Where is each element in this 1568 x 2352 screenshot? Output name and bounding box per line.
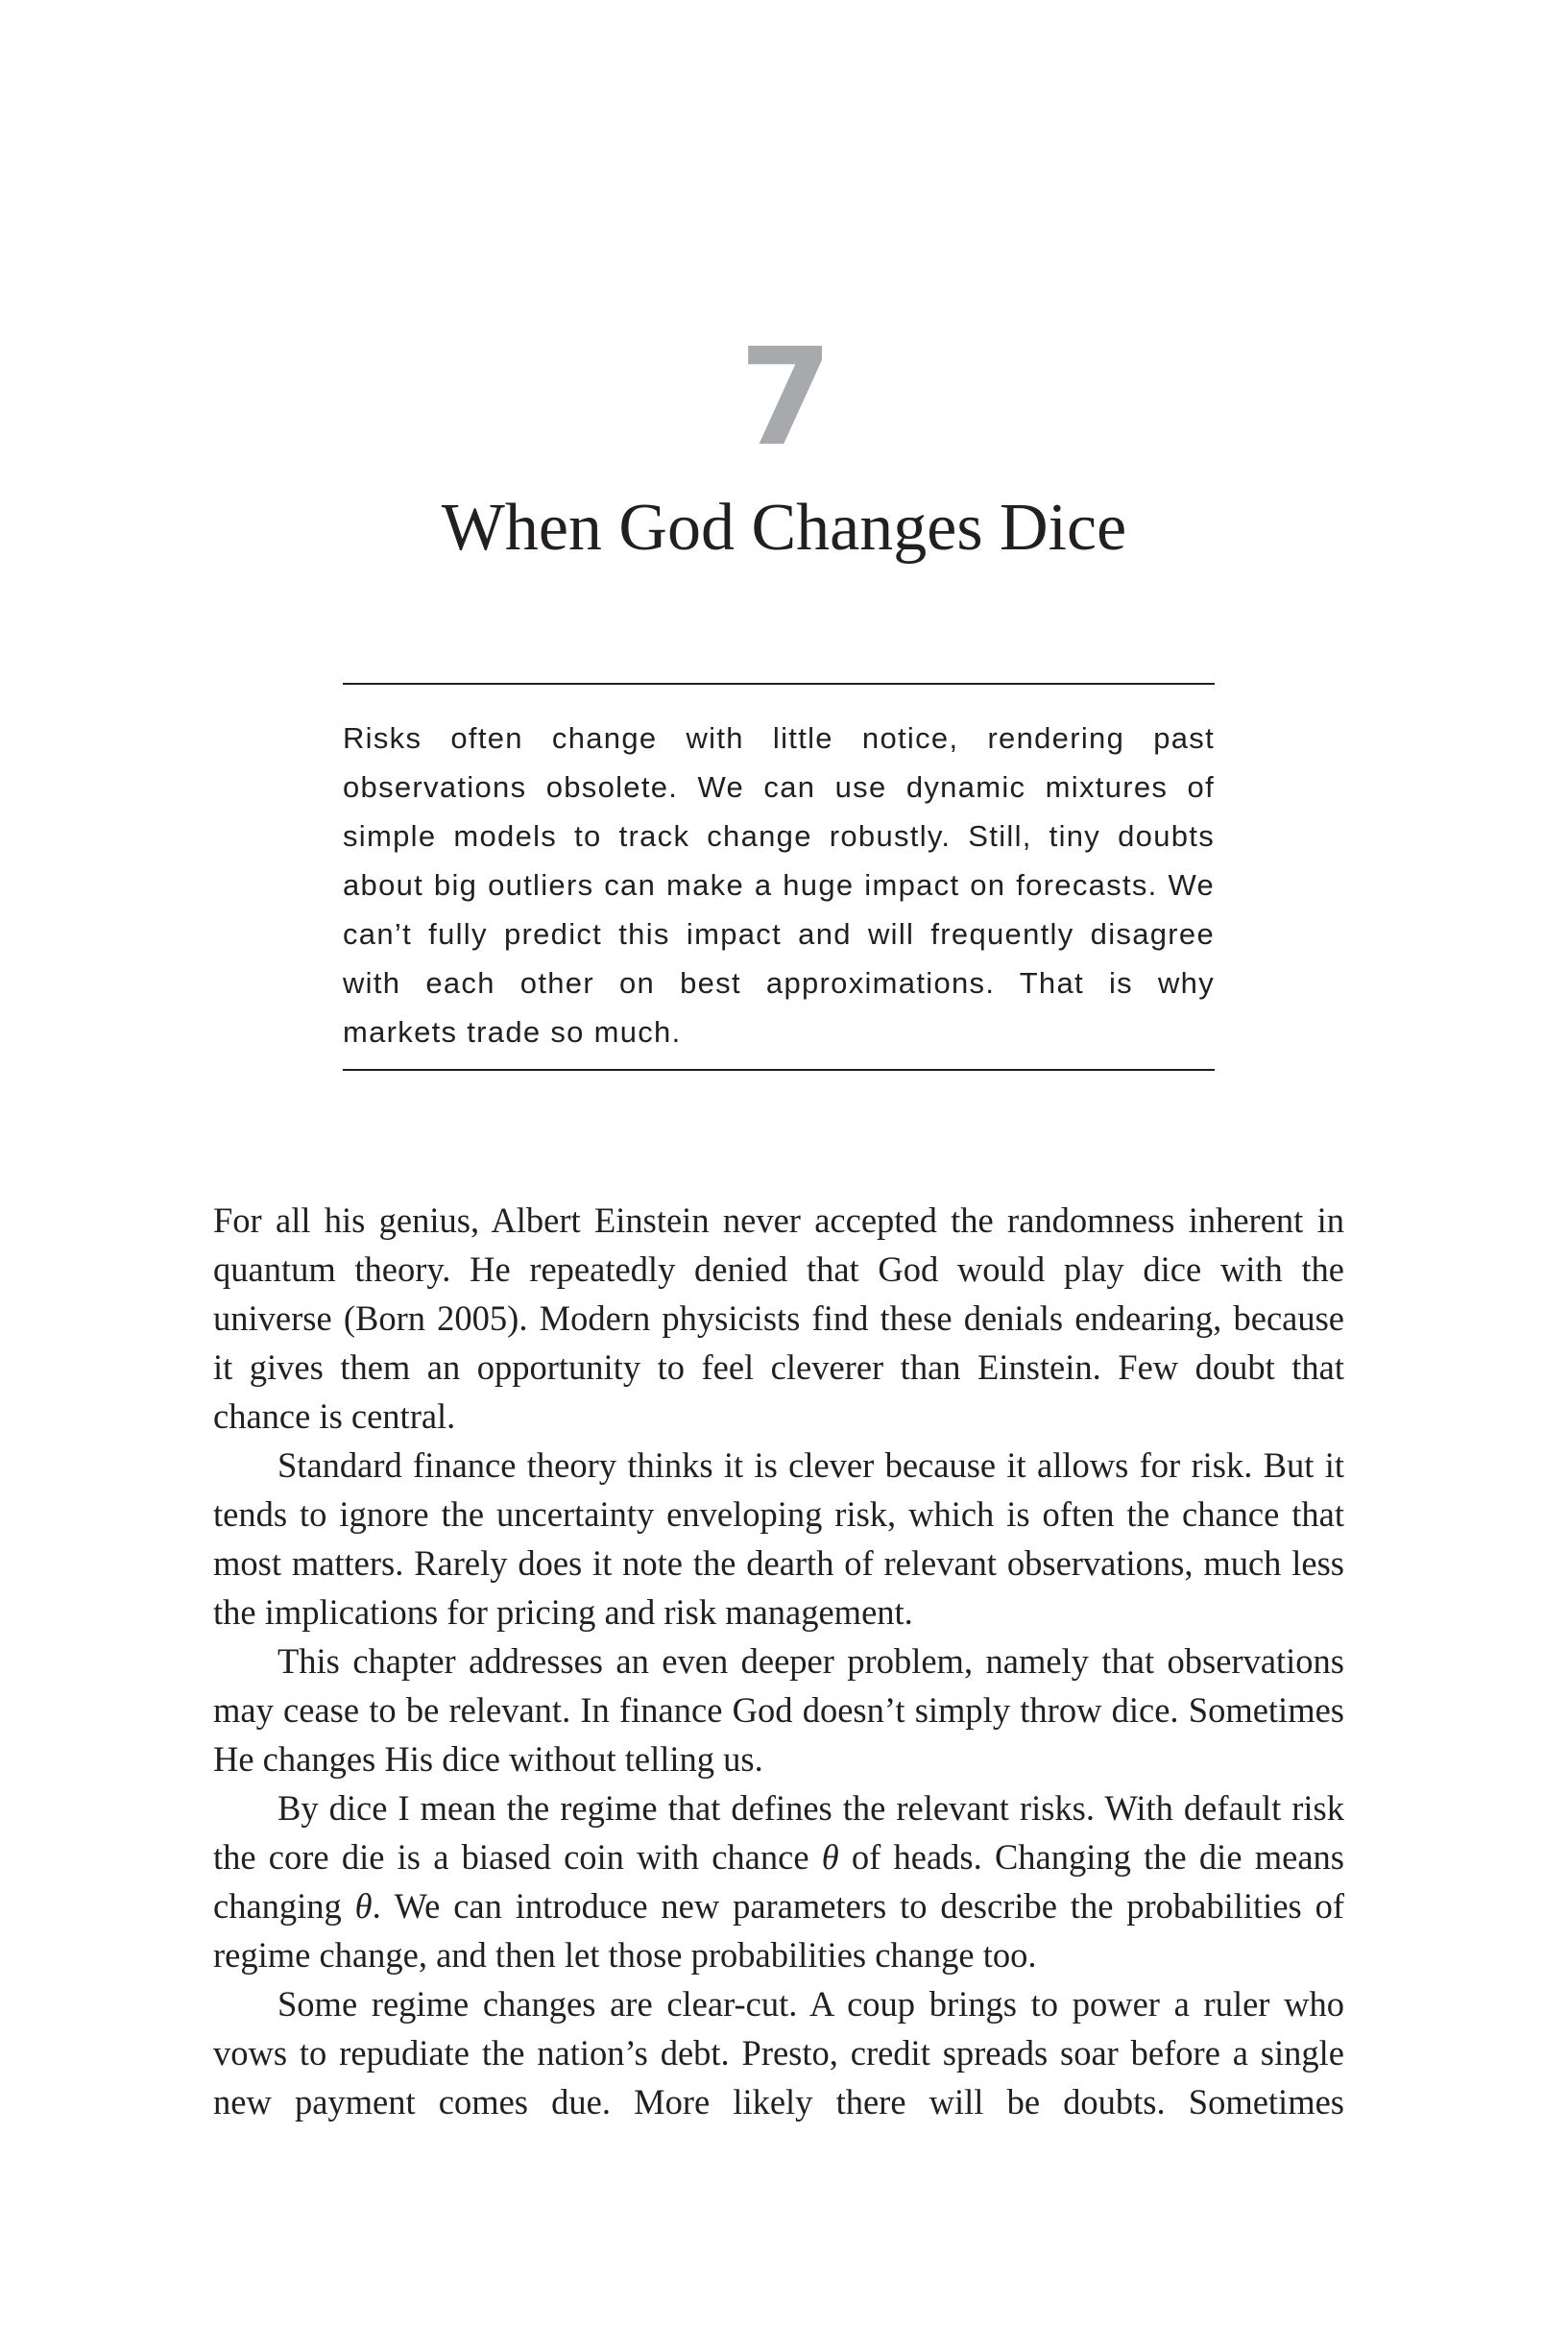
paragraph-1: For all his genius, Albert Einstein never accepted the randomness inherent in quantum theory. He repeatedly denied that God would play dice with the universe (Born 2005). Modern physicists find these denials endearing, because it gives them an opportunity to feel cleverer than Einstein. Few doubt that chance is central. [213,1200,1344,1436]
paragraph-3: This chapter addresses an even deeper problem, namely that observations may cease to be relevant. In finance God doesn’t simply throw dice. Sometimes He changes His dice without telling us. [213,1641,1344,1779]
paragraph-4-part-b: of heads. Changing the die means changing [213,1837,1344,1926]
paragraph-2: Standard finance theory thinks it is clever because it allows for risk. But it tends to ignore the uncertainty enveloping risk, which is often the chance that most matters. Rarely does it note the dearth of relevant observations, much less the implications for pricing and risk management. [213,1445,1344,1632]
paragraph-4-part-a: By dice I mean the regime that defines the relevant risks. With default risk the core die is a biased coin with chance [213,1788,1344,1877]
paragraph-4-part-c: . We can introduce new parameters to describe the probabilities of regime change, and then let those probabilities change too. [213,1886,1345,1975]
body-text [213,1196,1344,2126]
paragraph-4 [213,1783,1344,1979]
chapter-title: When God Changes Dice [441,491,1127,565]
theta-symbol: θ [354,1886,373,1926]
paragraph-5: Some regime changes are clear-cut. A coup brings to power a ruler who vows to repudiate the nation’s debt. Presto, credit spreads soar before a single new payment comes due. More likely there will be doubts. Sometimes [213,1984,1344,2122]
chapter-number: 7 [738,320,830,476]
chapter-abstract [343,683,1215,1071]
abstract-text: Risks often change with little notice, rendering past observations obsolete. We can use dynamic mixtures of simple models to track change robustly. Still, tiny doubts about big outliers can make a huge impact on forecasts. We can’t fully predict this impact and will frequently disagree with each other on best approximations. That is why markets trade so much. [343,721,1215,1049]
theta-symbol: θ [821,1837,839,1877]
